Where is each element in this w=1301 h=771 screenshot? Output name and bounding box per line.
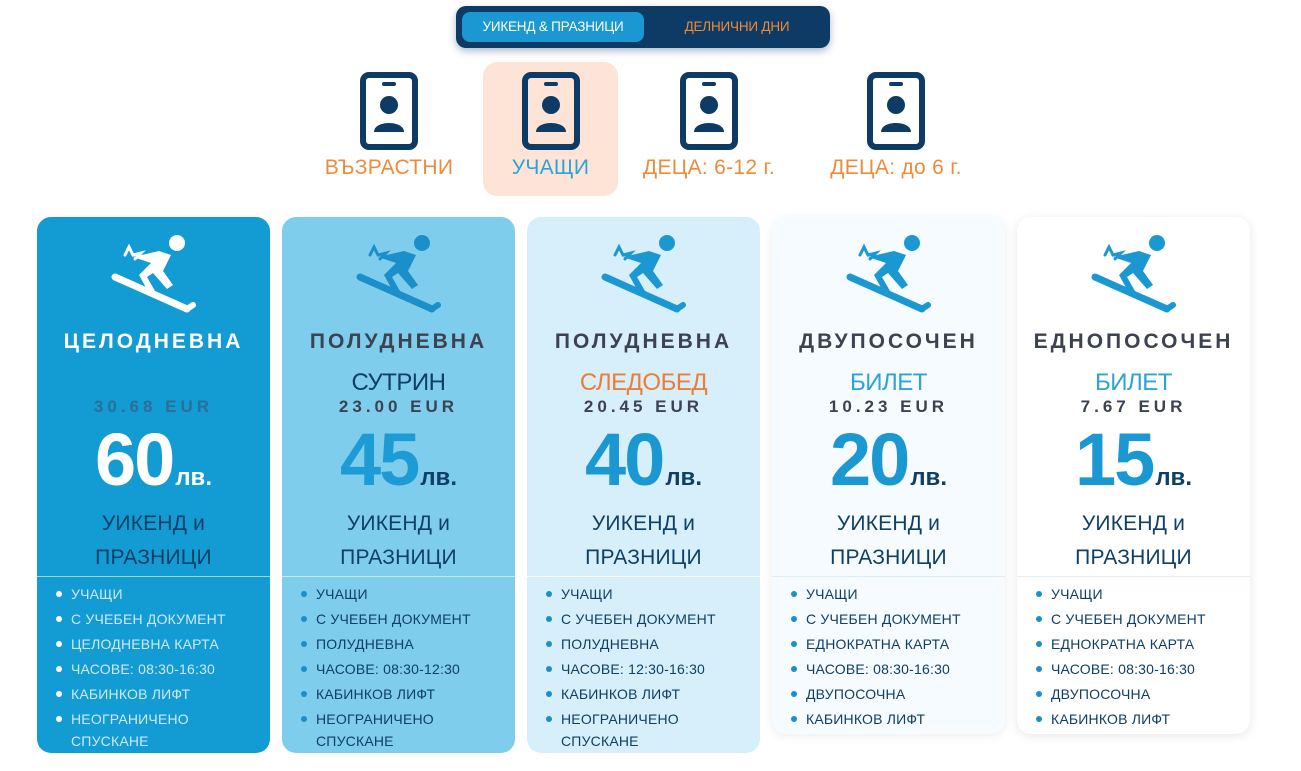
bullet-icon bbox=[1036, 666, 1042, 672]
bullet-icon bbox=[301, 591, 307, 597]
id-card-icon bbox=[360, 72, 418, 150]
feature-text: ЦЕЛОДНЕВНА КАРТА bbox=[71, 636, 219, 652]
feature-text: ЧАСОВЕ: 08:30-16:30 bbox=[1051, 661, 1196, 677]
feature-text: ПОЛУДНЕВНА bbox=[316, 636, 414, 652]
bullet-icon bbox=[791, 691, 797, 697]
feature-text: С УЧЕБЕН ДОКУМЕНТ bbox=[71, 611, 226, 627]
period-line: ПРАЗНИЦИ bbox=[585, 546, 702, 569]
pricing-card-round-trip bbox=[772, 217, 1005, 734]
feature-item bbox=[1035, 583, 1240, 605]
feature-text: С УЧЕБЕН ДОКУМЕНТ bbox=[1051, 611, 1206, 627]
pricing-card-one-way bbox=[1017, 217, 1250, 734]
feature-text: УЧАЩИ bbox=[1051, 586, 1103, 602]
feature-text: С УЧЕБЕН ДОКУМЕНТ bbox=[561, 611, 716, 627]
feature-item bbox=[55, 683, 260, 705]
bullet-icon bbox=[1036, 616, 1042, 622]
period-line: ПРАЗНИЦИ bbox=[1075, 546, 1192, 569]
card-title: ЕДНОПОСОЧЕН bbox=[1033, 330, 1234, 353]
card-title: ЦЕЛОДНЕВНА bbox=[63, 330, 244, 353]
skier-icon bbox=[111, 227, 197, 313]
bullet-icon bbox=[791, 591, 797, 597]
bullet-icon bbox=[301, 666, 307, 672]
bullet-icon bbox=[791, 666, 797, 672]
bullet-icon bbox=[791, 616, 797, 622]
feature-item bbox=[545, 608, 750, 630]
price-amount: 60 bbox=[95, 418, 174, 501]
card-price bbox=[37, 417, 270, 502]
feature-text: ДВУПОСОЧНА bbox=[806, 686, 906, 702]
card-eur-price: 30.68 EUR bbox=[93, 397, 214, 416]
feature-list bbox=[300, 583, 505, 755]
bullet-icon bbox=[1036, 641, 1042, 647]
period-line: ПРАЗНИЦИ bbox=[830, 546, 947, 569]
bullet-icon bbox=[301, 641, 307, 647]
period-line: УИКЕНД и bbox=[101, 512, 206, 535]
feature-item bbox=[300, 708, 505, 752]
feature-item bbox=[55, 583, 260, 605]
feature-text: НЕОГРАНИЧЕНО СПУСКАНЕ bbox=[71, 711, 189, 749]
feature-item bbox=[300, 608, 505, 630]
feature-text: КАБИНКОВ ЛИФТ bbox=[71, 686, 191, 702]
feature-item bbox=[55, 608, 260, 630]
feature-text: УЧАЩИ bbox=[316, 586, 368, 602]
feature-item bbox=[545, 708, 750, 752]
feature-item bbox=[300, 683, 505, 705]
card-period bbox=[1017, 507, 1250, 575]
card-period bbox=[282, 507, 515, 575]
bullet-icon bbox=[1036, 691, 1042, 697]
card-title: ПОЛУДНЕВНА bbox=[309, 330, 488, 353]
category-label: ДЕЦА: до 6 г. bbox=[830, 156, 962, 179]
skier-icon bbox=[846, 227, 932, 313]
card-divider bbox=[37, 576, 270, 577]
feature-text: ЧАСОВЕ: 08:30-16:30 bbox=[71, 661, 216, 677]
bullet-icon bbox=[301, 691, 307, 697]
bullet-icon bbox=[546, 641, 552, 647]
feature-item bbox=[1035, 658, 1240, 680]
feature-text: ЧАСОВЕ: 08:30-16:30 bbox=[806, 661, 951, 677]
card-period bbox=[37, 507, 270, 575]
card-eur-price: 23.00 EUR bbox=[338, 397, 459, 416]
pricing-card-full-day bbox=[37, 217, 270, 753]
bullet-icon bbox=[301, 616, 307, 622]
feature-text: С УЧЕБЕН ДОКУМЕНТ bbox=[316, 611, 471, 627]
card-subtitle: БИЛЕТ bbox=[850, 369, 927, 396]
bullet-icon bbox=[56, 591, 62, 597]
feature-text: КАБИНКОВ ЛИФТ bbox=[561, 686, 681, 702]
bullet-icon bbox=[56, 616, 62, 622]
feature-item bbox=[545, 633, 750, 655]
card-divider bbox=[527, 576, 760, 577]
card-price bbox=[282, 417, 515, 502]
feature-list bbox=[790, 583, 995, 733]
category-adults[interactable] bbox=[318, 62, 460, 196]
category-label: ДЕЦА: 6-12 г. bbox=[642, 156, 776, 179]
card-price bbox=[1017, 417, 1250, 502]
price-currency: лв. bbox=[175, 464, 212, 491]
feature-item bbox=[790, 708, 995, 730]
feature-item bbox=[300, 658, 505, 680]
price-currency: лв. bbox=[420, 464, 457, 491]
feature-item bbox=[1035, 633, 1240, 655]
card-title: ДВУПОСОЧЕН bbox=[799, 330, 978, 353]
price-currency: лв. bbox=[910, 464, 947, 491]
feature-item bbox=[300, 583, 505, 605]
price-currency: лв. bbox=[1155, 464, 1192, 491]
price-amount: 20 bbox=[830, 418, 909, 501]
bullet-icon bbox=[546, 691, 552, 697]
feature-item bbox=[1035, 708, 1240, 730]
id-card-icon bbox=[867, 72, 925, 150]
feature-text: КАБИНКОВ ЛИФТ bbox=[806, 711, 926, 727]
category-students[interactable] bbox=[483, 62, 618, 196]
feature-text: НЕОГРАНИЧЕНО СПУСКАНЕ bbox=[561, 711, 679, 749]
feature-text: УЧАЩИ bbox=[71, 586, 123, 602]
bullet-icon bbox=[56, 691, 62, 697]
card-price bbox=[527, 417, 760, 502]
feature-text: УЧАЩИ bbox=[561, 586, 613, 602]
feature-item bbox=[545, 583, 750, 605]
feature-item bbox=[1035, 608, 1240, 630]
day-type-toggle bbox=[456, 6, 830, 48]
bullet-icon bbox=[1036, 716, 1042, 722]
feature-item bbox=[55, 658, 260, 680]
card-price bbox=[772, 417, 1005, 502]
period-line: ПРАЗНИЦИ bbox=[340, 546, 457, 569]
feature-item bbox=[55, 633, 260, 655]
card-divider bbox=[282, 576, 515, 577]
period-line: УИКЕНД и bbox=[836, 512, 941, 535]
feature-item bbox=[1035, 683, 1240, 705]
feature-item bbox=[545, 658, 750, 680]
feature-item bbox=[790, 633, 995, 655]
feature-text: КАБИНКОВ ЛИФТ bbox=[1051, 711, 1171, 727]
weekend-holidays-tab[interactable]: УИКЕНД & ПРАЗНИЦИ bbox=[462, 12, 644, 42]
feature-item bbox=[545, 683, 750, 705]
feature-text: ПОЛУДНЕВНА bbox=[561, 636, 659, 652]
bullet-icon bbox=[1036, 591, 1042, 597]
bullet-icon bbox=[546, 716, 552, 722]
feature-item bbox=[790, 583, 995, 605]
feature-list bbox=[1035, 583, 1240, 733]
card-eur-price: 10.23 EUR bbox=[828, 397, 949, 416]
skier-icon bbox=[1091, 227, 1177, 313]
card-divider bbox=[772, 576, 1005, 577]
skier-icon bbox=[601, 227, 687, 313]
bullet-icon bbox=[791, 716, 797, 722]
feature-list bbox=[545, 583, 750, 755]
feature-text: ЕДНОКРАТНА КАРТА bbox=[806, 636, 950, 652]
feature-item bbox=[300, 633, 505, 655]
category-label: УЧАЩИ bbox=[511, 156, 590, 179]
card-eur-price: 20.45 EUR bbox=[583, 397, 704, 416]
feature-text: ЧАСОВЕ: 08:30-12:30 bbox=[316, 661, 461, 677]
price-amount: 15 bbox=[1075, 418, 1154, 501]
period-line: ПРАЗНИЦИ bbox=[95, 546, 212, 569]
period-line: УИКЕНД и bbox=[1081, 512, 1186, 535]
price-amount: 40 bbox=[585, 418, 664, 501]
card-title: ПОЛУДНЕВНА bbox=[554, 330, 733, 353]
id-card-icon bbox=[522, 72, 580, 150]
bullet-icon bbox=[546, 666, 552, 672]
card-eur-price: 7.67 EUR bbox=[1080, 397, 1187, 416]
feature-item bbox=[790, 683, 995, 705]
bullet-icon bbox=[791, 641, 797, 647]
weekdays-tab[interactable]: ДЕЛНИЧНИ ДНИ bbox=[684, 19, 790, 34]
pricing-card-half-day-morning bbox=[282, 217, 515, 753]
bullet-icon bbox=[546, 616, 552, 622]
category-children-6-12[interactable] bbox=[638, 62, 780, 196]
bullet-icon bbox=[546, 591, 552, 597]
bullet-icon bbox=[56, 666, 62, 672]
feature-item bbox=[790, 608, 995, 630]
category-children-under-6[interactable] bbox=[820, 62, 972, 196]
bullet-icon bbox=[56, 641, 62, 647]
feature-text: ЕДНОКРАТНА КАРТА bbox=[1051, 636, 1195, 652]
skier-icon bbox=[356, 227, 442, 313]
feature-text: С УЧЕБЕН ДОКУМЕНТ bbox=[806, 611, 961, 627]
feature-text: ДВУПОСОЧНА bbox=[1051, 686, 1151, 702]
period-line: УИКЕНД и bbox=[346, 512, 451, 535]
bullet-icon bbox=[56, 716, 62, 722]
feature-text: НЕОГРАНИЧЕНО СПУСКАНЕ bbox=[316, 711, 434, 749]
id-card-icon bbox=[680, 72, 738, 150]
card-period bbox=[527, 507, 760, 575]
feature-text: КАБИНКОВ ЛИФТ bbox=[316, 686, 436, 702]
card-subtitle: СЛЕДОБЕД bbox=[579, 369, 708, 396]
bullet-icon bbox=[301, 716, 307, 722]
card-subtitle: СУТРИН bbox=[351, 369, 446, 396]
price-amount: 45 bbox=[340, 418, 419, 501]
price-currency: лв. bbox=[665, 464, 702, 491]
feature-text: УЧАЩИ bbox=[806, 586, 858, 602]
feature-item bbox=[55, 708, 260, 752]
card-period bbox=[772, 507, 1005, 575]
feature-list bbox=[55, 583, 260, 755]
category-label: ВЪЗРАСТНИ bbox=[324, 156, 454, 179]
period-line: УИКЕНД и bbox=[591, 512, 696, 535]
feature-text: ЧАСОВЕ: 12:30-16:30 bbox=[561, 661, 706, 677]
feature-item bbox=[790, 658, 995, 680]
card-divider bbox=[1017, 576, 1250, 577]
card-subtitle: БИЛЕТ bbox=[1095, 369, 1172, 396]
pricing-card-half-day-afternoon bbox=[527, 217, 760, 753]
